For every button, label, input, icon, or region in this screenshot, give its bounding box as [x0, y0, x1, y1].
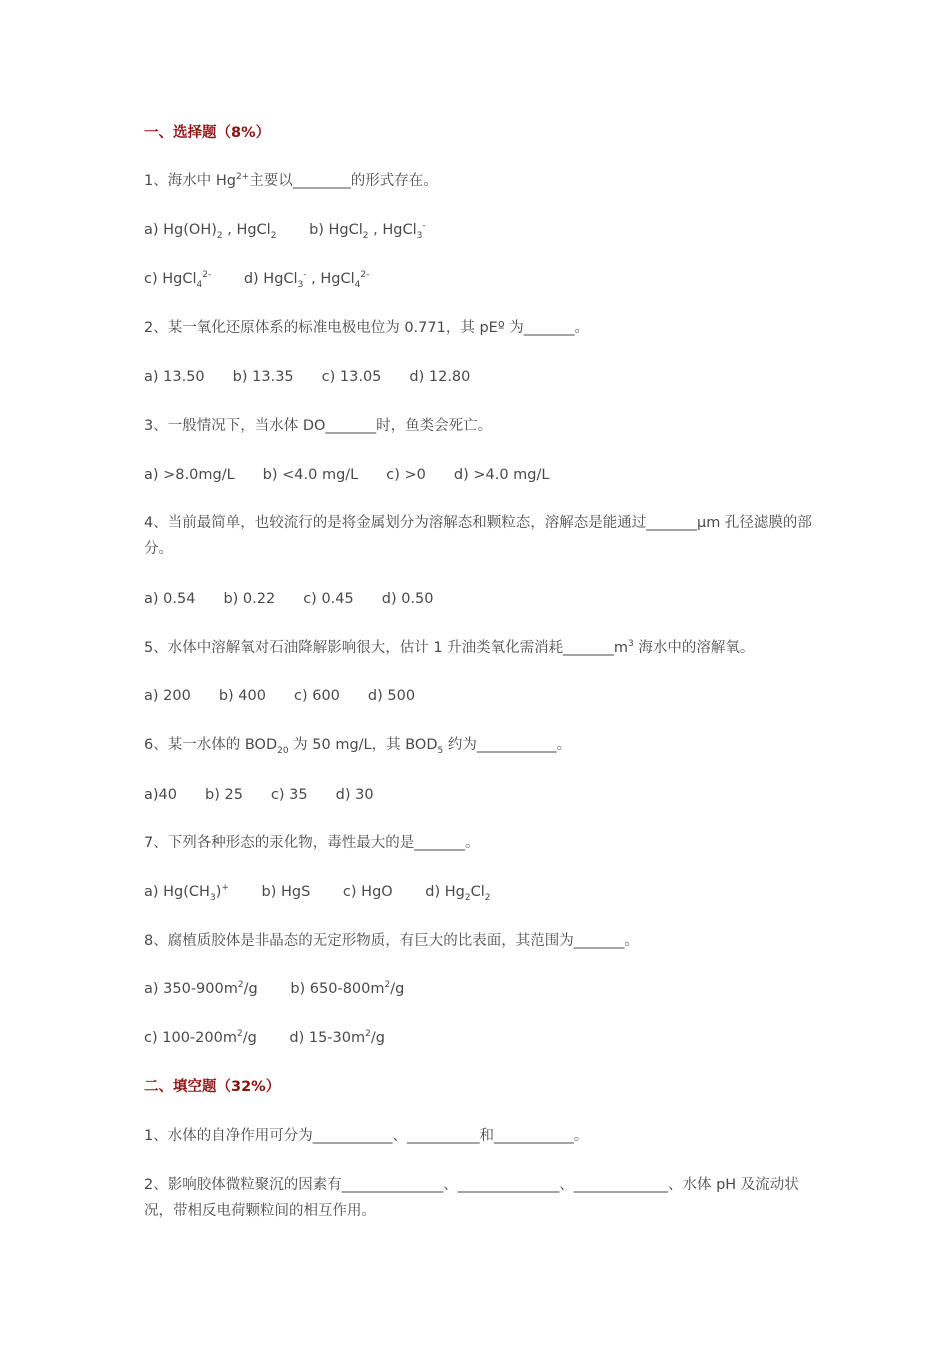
question-4: 4、当前最简单，也较流行的是将金属划分为溶解态和颗粒态，溶解态是能通过_______μm 孔径滤膜的部分。	[144, 515, 812, 557]
option-c: c) 600	[293, 688, 340, 704]
question-5-options	[144, 683, 415, 709]
question-2: 2、某一氧化还原体系的标准电极电位为 0.771，其 pEº 为_______。	[144, 320, 590, 336]
option-c: c) HgO	[342, 884, 393, 900]
option-a: a) $350-900m^2/g$	[144, 980, 258, 997]
option-a: a) $Hg(CH_3)^+$	[144, 883, 229, 903]
question-8: 8、腐植质胶体是非晶态的无定形物质，有巨大的比表面，其范围为_______。	[144, 933, 639, 949]
option-c: c) 35	[270, 787, 308, 803]
option-b: b) <4.0 mg/L	[262, 467, 359, 483]
option-b: b) HgCl$_2$ , HgCl$_3$-	[309, 221, 426, 241]
question-3-options	[144, 462, 549, 488]
question-5: 5、水体中溶解氧对石油降解影响很大，估计 1 升油类氧化需消耗$\_\_\_\_\_\_\_m^3$ 海水中的溶解氧。	[144, 639, 755, 656]
option-a: a) 200	[144, 688, 191, 704]
option-a: a) 13.50	[144, 369, 205, 385]
option-d: d) 0.50	[381, 591, 434, 607]
option-c: c) 13.05	[321, 369, 382, 385]
option-b: b) $650-800m^2/g$	[290, 980, 405, 997]
option-d: d) $15-30m^2/g$	[289, 1029, 385, 1046]
option-c: c) $100-200m^2/g$	[144, 1029, 257, 1046]
option-a: a) >8.0mg/L	[144, 467, 235, 483]
question-4-options	[144, 586, 434, 612]
section-title-choice: 一、选择题（8%）	[144, 125, 271, 141]
question-1: 1、海水中 $Hg^{2+}$主要以________的形式存在。	[144, 172, 438, 189]
question-7-options	[144, 879, 491, 905]
option-c: c) HgCl$_4^{2-}$	[144, 270, 212, 290]
option-b: b) HgS	[261, 884, 311, 900]
fill-question-1: 1、水体的自净作用可分为___________、__________和___________。	[144, 1128, 589, 1144]
option-d: d) HgCl$_3$- , HgCl$_4^{2-}$	[243, 270, 370, 290]
question-1-options-ab	[144, 217, 426, 243]
question-3: 3、一般情况下，当水体 DO_______时，鱼类会死亡。	[144, 418, 493, 434]
question-6-options	[144, 782, 374, 808]
option-d: d) 30	[335, 787, 374, 803]
section-title-fill: 二、填空题（32%）	[144, 1079, 281, 1095]
option-b: b) 13.35	[232, 369, 294, 385]
option-a: a) $Hg(OH)_2$ , HgCl$_2$	[144, 222, 277, 241]
question-8-options-cd	[144, 1025, 385, 1051]
option-d: d) 500	[367, 688, 416, 704]
question-2-options	[144, 364, 470, 390]
option-b: b) 25	[205, 787, 243, 803]
option-d: d) 12.80	[409, 369, 471, 385]
question-8-options-ab	[144, 976, 404, 1002]
option-c: c) 0.45	[303, 591, 354, 607]
option-b: b) 0.22	[223, 591, 276, 607]
fill-question-2: 2、影响胶体微粒聚沉的因素有______________、______________、_____________、水体 pH 及流动状况，带相反电荷颗粒间的相互作用。	[144, 1177, 799, 1219]
question-7: 7、下列各种形态的汞化物，毒性最大的是_______。	[144, 835, 480, 851]
question-1-options-cd	[144, 266, 369, 292]
option-c: c) >0	[386, 467, 426, 483]
option-d: d) >4.0 mg/L	[453, 467, 550, 483]
option-a: a) 0.54	[144, 591, 196, 607]
question-6: 6、某一水体的 $BOD_{20}$ 为 50 mg/L，其 $BOD_5$ 约为___________。	[144, 737, 572, 756]
option-b: b) 400	[218, 688, 266, 704]
option-a: a)40	[144, 787, 177, 803]
option-d: d) $Hg_2Cl_2$	[425, 884, 491, 903]
